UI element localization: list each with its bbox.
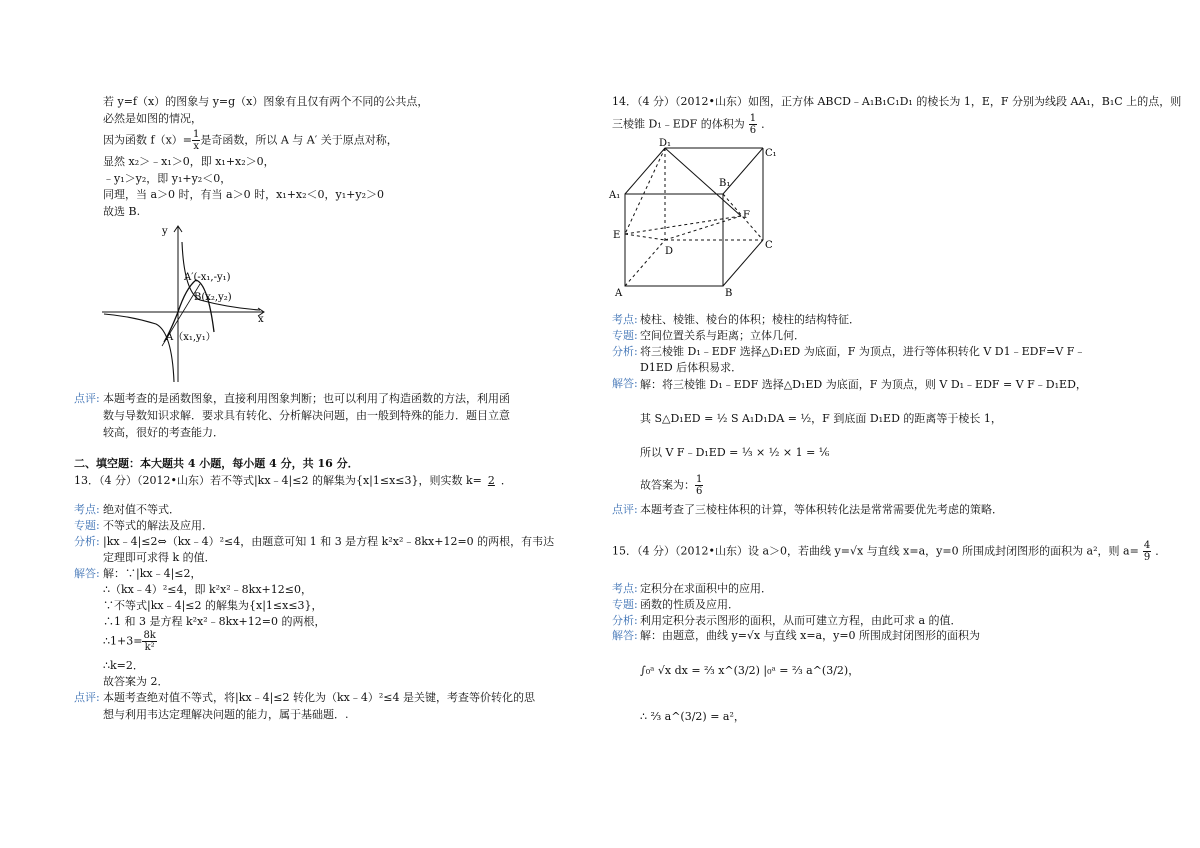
cube-label-b: B xyxy=(725,288,733,299)
q15-zhuanti: 函数的性质及应用． xyxy=(640,598,739,611)
q13-jieda-label: 解答: xyxy=(74,567,100,580)
comment-line-1: 本题考查的是函数图象，直接利用图象判断；也可以利用了构造函数的方法，利用函 xyxy=(103,392,510,405)
cube-label-a1: A₁ xyxy=(609,190,621,201)
cube-label-e: E xyxy=(613,230,621,241)
q13-zhuanti: 不等式的解法及应用． xyxy=(103,519,213,532)
q13-dianping-2: 想与利用韦达定理解决问题的能力，属于基础题．. xyxy=(103,708,349,721)
q15-answer xyxy=(1139,540,1155,563)
section-title: 二、填空题：本大题共 4 小题，每小题 4 分，共 16 分． xyxy=(74,457,359,470)
sol-line-6: 同理，当 a＞0 时，有当 a＞0 时，x₁+x₂＜0，y₁+y₂＞0 xyxy=(103,188,385,201)
q14-stem-line-1: 14．（4 分）（2012•山东）如图，正方体 ABCD﹣A₁B₁C₁D₁ 的棱长为 1，E，F 分别为线段 AA₁，B₁C 上的点，则 xyxy=(612,95,1182,108)
cube-diagram xyxy=(607,136,787,302)
q14-fenxi-2: D1ED 后体积易求． xyxy=(640,361,743,374)
cube-label-c1: C₁ xyxy=(765,148,777,159)
q13-jieda-1: 解：∵|kx﹣4|≤2， xyxy=(103,567,202,580)
q13-fenxi-2: 定理即可求得 k 的值． xyxy=(103,551,216,564)
q14-kaodian: 棱柱、棱锥、棱台的体积；棱柱的结构特征． xyxy=(640,313,860,326)
q14-dianping-label: 点评: xyxy=(612,503,638,516)
sol-line-1: 若 y=f（x）的图象与 y=g（x）图象有且仅有两个不同的公共点， xyxy=(103,95,429,108)
sol-line-2: 必然是如图的情况， xyxy=(103,112,202,125)
point-b: B(x₂,y₂) xyxy=(194,292,232,303)
q14-stem-line-2: 三棱锥 D₁﹣EDF 的体积为 $\frac{1}{6}$ ． xyxy=(612,113,773,136)
q15-kaodian: 定积分在求面积中的应用． xyxy=(640,582,772,595)
cube-label-b1: B₁ xyxy=(719,178,731,189)
q14-jieda-label: 解答: xyxy=(612,377,638,390)
fraction-q14-answer: $\frac{1}{6}$ xyxy=(696,474,703,497)
sol-line-3 xyxy=(103,129,398,152)
axis-x-label: x xyxy=(258,314,264,325)
q13-fenxi-label: 分析: xyxy=(74,535,100,548)
cube-label-d: D xyxy=(665,246,674,257)
q15-jieda: 解：由题意，曲线 y=√x 与直线 x=a，y=0 所围成封闭图形的面积为 xyxy=(640,629,981,642)
q14-jieda-2: 其 S△D₁ED = ½ S A₁D₁DA = ½，F 到底面 D₁ED 的距离等于棱长 1， xyxy=(640,412,1002,425)
q13-kaodian-label: 考点: xyxy=(74,503,100,516)
q15-equation: ∴ ⅔ a^(3/2) = a²， xyxy=(640,710,745,723)
point-a-prime: A′(-x₁,-y₁) xyxy=(184,272,231,283)
q14-jieda-1: 解：将三棱锥 D₁﹣EDF 选择△D₁ED 为底面，F 为顶点，则 V D₁﹣EDF = V F﹣D₁ED， xyxy=(640,378,1087,391)
q13-stem: 13．（4 分）（2012•山东）若不等式|kx﹣4|≤2 的解集为{x|1≤x≤3}，则实数 k= 2 ． xyxy=(74,474,512,487)
q15-jieda-label: 解答: xyxy=(612,629,638,642)
q13-k: ∴k=2． xyxy=(103,659,144,672)
cube-label-f: F xyxy=(743,210,750,221)
q14-zhuanti: 空间位置关系与距离；立体几何． xyxy=(640,329,805,342)
cube-label-c: C xyxy=(765,240,773,251)
q15-stem: 15．（4 分）（2012•山东）设 a＞0，若曲线 y=√x 与直线 x=a，y=0 所围成封闭图形的面积为 a²，则 a= $\frac{4}{9}$ ． xyxy=(612,540,1167,563)
sol-line-4: 显然 x₂＞﹣x₁＞0，即 x₁+x₂＞0， xyxy=(103,155,275,168)
sol-line-5: ﹣y₁＞y₂，即 y₁+y₂＜0， xyxy=(103,172,232,185)
q13-kaodian: 绝对值不等式． xyxy=(103,503,180,516)
fraction-four-ninths: $\frac{4}{9}$ xyxy=(1143,540,1151,563)
q14-fenxi-label: 分析: xyxy=(612,345,638,358)
q14-kaodian-label: 考点: xyxy=(612,313,638,326)
sol-line-7: 故选 B. xyxy=(103,205,141,218)
q14-answer xyxy=(745,113,761,136)
q13-answer: 2 xyxy=(487,474,495,487)
q13-sum: ∴1+3= $\frac{8k}{\text{k²}}$ xyxy=(103,630,156,653)
q13-zhuanti-label: 专题: xyxy=(74,519,100,532)
function-graph xyxy=(100,222,270,387)
sol-fx-suffix: 是奇函数，所以 A 与 A′ 关于原点对称， xyxy=(200,133,398,147)
q13-fenxi-1: |kx﹣4|≤2⇔（kx﹣4）²≤4，由题意可知 1 和 3 是方程 k²x²﹣8kx+12=0 的两根，有韦达 xyxy=(103,535,555,548)
comment-line-2: 数与导数知识求解．要求具有转化、分析解决问题，由一般到特殊的能力．题目立意 xyxy=(103,409,510,422)
q15-kaodian-label: 考点: xyxy=(612,582,638,595)
axis-y-label: y xyxy=(162,226,168,237)
comment-line-3: 较高，很好的考查能力． xyxy=(103,426,224,439)
q15-fenxi: 利用定积分表示图形的面积，从而可建立方程，由此可求 a 的值． xyxy=(640,614,962,627)
q14-answer-line: 故答案为： $\frac{1}{6}$ xyxy=(640,474,703,497)
q13-dianping-label: 点评: xyxy=(74,691,100,704)
q13-answer-line: 故答案为 2． xyxy=(103,675,169,688)
fraction-one-over-x: $\frac{1}{x}$ xyxy=(193,129,200,152)
fraction-one-sixth: $\frac{1}{6}$ xyxy=(749,113,757,136)
comment-label: 点评: xyxy=(74,392,100,405)
q14-jieda-3: 所以 V F﹣D₁ED = ⅓ × ½ × 1 = ⅙ xyxy=(640,446,830,459)
q14-zhuanti-label: 专题: xyxy=(612,329,638,342)
cube-label-d1: D₁ xyxy=(659,138,672,149)
point-a: A（x₁,y₁） xyxy=(166,332,216,343)
q13-jieda-4: ∴1 和 3 是方程 k²x²﹣8kx+12=0 的两根， xyxy=(103,615,326,628)
sol-fx-prefix: 因为函数 f（x）= xyxy=(103,133,192,147)
q15-zhuanti-label: 专题: xyxy=(612,598,638,611)
q13-jieda-3: ∵不等式|kx﹣4|≤2 的解集为{x|1≤x≤3}， xyxy=(103,599,323,612)
q13-dianping-1: 本题考查绝对值不等式，将|kx﹣4|≤2 转化为（kx﹣4）²≤4 是关键，考查等价转化的思 xyxy=(103,691,535,704)
q15-fenxi-label: 分析: xyxy=(612,614,638,627)
cube-label-a: A xyxy=(615,288,623,299)
q14-dianping: 本题考查了三棱柱体积的计算，等体积转化法是常常需要优先考虑的策略． xyxy=(640,503,1003,516)
fraction-8k-over-k2: $\frac{8k}{\text{k²}}$ xyxy=(143,630,156,653)
q13-jieda-2: ∴（kx﹣4）²≤4，即 k²x²﹣8kx+12≤0， xyxy=(103,583,312,596)
q15-integral: ∫₀ᵃ √x dx = ⅔ x^(3/2) |₀ᵃ = ⅔ a^(3/2)， xyxy=(640,664,860,677)
q14-fenxi-1: 将三棱锥 D₁﹣EDF 选择△D₁ED 为底面，F 为顶点，进行等体积转化 V D1﹣EDF=V F﹣ xyxy=(640,345,1086,358)
